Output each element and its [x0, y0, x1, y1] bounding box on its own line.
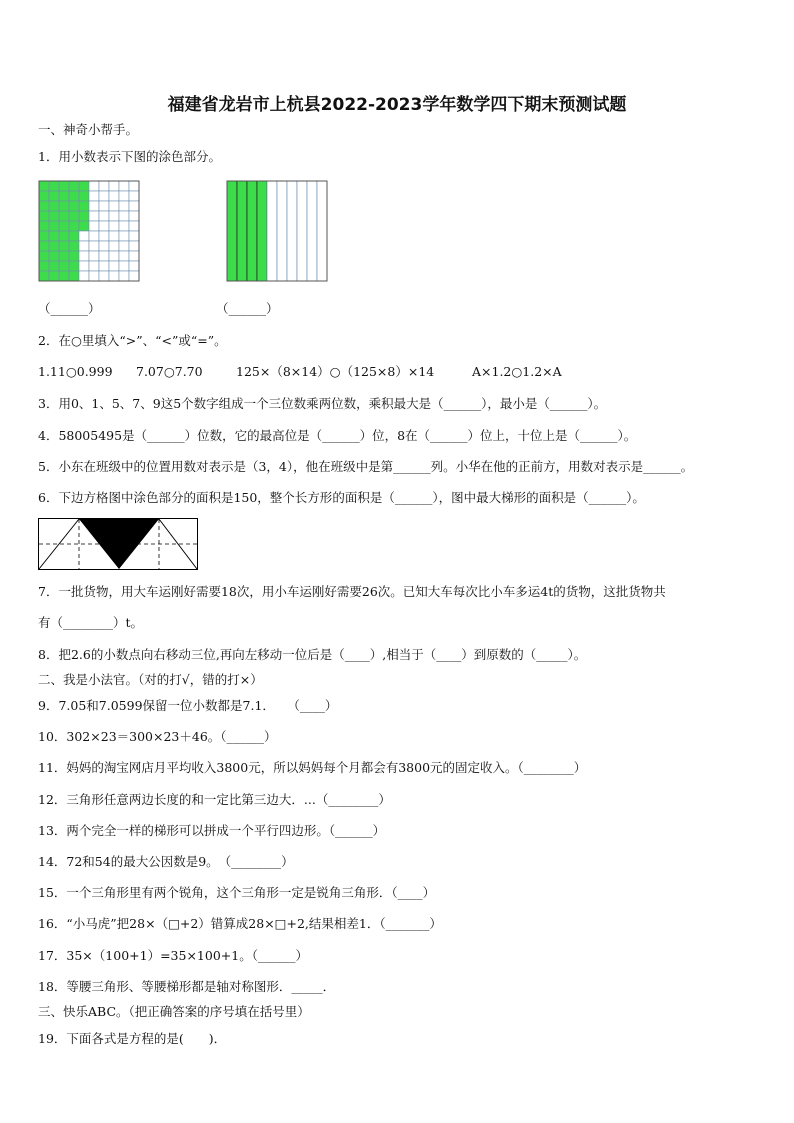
- shaded-square: [59, 221, 69, 231]
- page-title: 福建省龙岩市上杭县2022-2023学年数学四下期末预测试题: [167, 95, 627, 115]
- shaded-square: [59, 231, 69, 241]
- shaded-square: [59, 241, 69, 251]
- section-2-heading: 二、我是小法官。（对的打√，错的打×）: [38, 672, 263, 687]
- blank-square: [109, 211, 119, 221]
- shaded-square: [79, 191, 89, 201]
- question-6: 6．下边方格图中涂色部分的面积是150，整个长方形的面积是（______），图中最大梯形的面积是（______）。: [38, 490, 645, 505]
- blank-square: [99, 271, 109, 281]
- blank-square: [109, 201, 119, 211]
- blank-square: [99, 191, 109, 201]
- question-15: 15．一个三角形里有两个锐角，这个三角形一定是锐角三角形．（____）: [38, 885, 436, 900]
- shaded-square: [39, 241, 49, 251]
- q1-answer-blank-2[interactable]: （______）: [216, 301, 279, 316]
- blank-square: [109, 181, 119, 191]
- blank-square: [129, 261, 139, 271]
- shaded-column: [227, 181, 237, 281]
- q1-answer-blank-1[interactable]: （______）: [38, 301, 101, 316]
- blank-square: [89, 221, 99, 231]
- shaded-square: [49, 241, 59, 251]
- rectangle-triangle-svg: [38, 518, 198, 570]
- shaded-square: [39, 271, 49, 281]
- shaded-column: [257, 181, 267, 281]
- shaded-square: [59, 211, 69, 221]
- shaded-square: [39, 261, 49, 271]
- blank-column: [297, 181, 307, 281]
- question-11: 11．妈妈的淘宝网店月平均收入3800元，所以妈妈每个月都会有3800元的固定收入。（________）: [38, 760, 587, 775]
- rectangle-triangle-figure: [38, 518, 198, 570]
- blank-square: [99, 241, 109, 251]
- shaded-square: [69, 211, 79, 221]
- shaded-square: [39, 251, 49, 261]
- question-10: 10．302×23＝300×23＋46。（______）: [38, 729, 277, 744]
- shaded-square: [79, 181, 89, 191]
- section-3-heading: 三、快乐ABC。（把正确答案的序号填在括号里）: [38, 1004, 310, 1019]
- blank-square: [109, 231, 119, 241]
- shaded-square: [59, 201, 69, 211]
- shaded-square: [39, 211, 49, 221]
- question-14: 14．72和54的最大公因数是9。 （________）: [38, 854, 294, 869]
- blank-square: [109, 261, 119, 271]
- shaded-square: [49, 221, 59, 231]
- blank-square: [129, 221, 139, 231]
- blank-square: [119, 241, 129, 251]
- section-1-heading: 一、神奇小帮手。: [38, 122, 139, 137]
- blank-square: [89, 241, 99, 251]
- question-8: 8．把2.6的小数点向右移动三位,再向左移动一位后是（____）,相当于（____）到原数的（_____）。: [38, 647, 587, 662]
- blank-square: [119, 221, 129, 231]
- shaded-square: [69, 271, 79, 281]
- shaded-square: [79, 201, 89, 211]
- shaded-square: [49, 231, 59, 241]
- blank-square: [79, 261, 89, 271]
- blank-square: [119, 251, 129, 261]
- shaded-square: [59, 271, 69, 281]
- shaded-square: [59, 191, 69, 201]
- blank-square: [89, 181, 99, 191]
- blank-square: [129, 231, 139, 241]
- blank-square: [119, 181, 129, 191]
- q2-item-1[interactable]: 1.11○0.999: [38, 364, 113, 379]
- blank-square: [129, 201, 139, 211]
- blank-square: [129, 191, 139, 201]
- blank-square: [119, 191, 129, 201]
- shaded-square: [49, 201, 59, 211]
- blank-square: [79, 271, 89, 281]
- blank-square: [129, 241, 139, 251]
- shaded-square: [39, 231, 49, 241]
- blank-square: [89, 251, 99, 261]
- blank-square: [99, 231, 109, 241]
- question-3: 3．用0、1、5、7、9这5个数字组成一个三位数乘两位数，乘积最大是（______），最小是（______）。: [38, 396, 607, 411]
- shaded-square: [69, 181, 79, 191]
- blank-square: [119, 231, 129, 241]
- blank-square: [89, 191, 99, 201]
- blank-square: [89, 261, 99, 271]
- blank-square: [99, 181, 109, 191]
- shaded-square: [49, 261, 59, 271]
- shaded-square: [49, 211, 59, 221]
- blank-square: [79, 231, 89, 241]
- blank-column: [307, 181, 317, 281]
- shaded-square: [49, 271, 59, 281]
- shaded-square: [69, 221, 79, 231]
- question-5: 5．小东在班级中的位置用数对表示是（3，4），他在班级中是第______列。小华在他的正前方，用数对表示是______。: [38, 459, 694, 474]
- blank-square: [99, 221, 109, 231]
- blank-square: [129, 271, 139, 281]
- blank-square: [99, 201, 109, 211]
- shaded-square: [49, 251, 59, 261]
- blank-square: [129, 181, 139, 191]
- shaded-square: [69, 241, 79, 251]
- blank-column: [287, 181, 297, 281]
- question-2-items: [38, 364, 562, 380]
- blank-square: [109, 191, 119, 201]
- blank-square: [119, 201, 129, 211]
- question-9: 9．7.05和7.0599保留一位小数都是7.1． （____）: [38, 698, 338, 713]
- shaded-square: [69, 231, 79, 241]
- hundred-grid-figure: [38, 180, 140, 282]
- blank-square: [79, 241, 89, 251]
- blank-square: [99, 251, 109, 261]
- question-1: 1．用小数表示下图的涂色部分。: [38, 149, 221, 164]
- shaded-square: [39, 181, 49, 191]
- shaded-column: [237, 181, 247, 281]
- blank-square: [129, 251, 139, 261]
- q2-item-3[interactable]: 125×（8×14）○（125×8）×14: [236, 364, 435, 379]
- question-2: 2．在○里填入“>”、“<”或“=”。: [38, 333, 227, 348]
- blank-square: [89, 201, 99, 211]
- shaded-square: [79, 221, 89, 231]
- question-4: 4．58005495是（______）位数，它的最高位是（______）位，8在（______）位上，十位上是（______）。: [38, 428, 637, 443]
- question-18: 18．等腰三角形、等腰梯形都是轴对称图形．_____．: [38, 979, 336, 994]
- blank-square: [109, 241, 119, 251]
- q2-item-4[interactable]: A×1.2○1.2×A: [472, 364, 562, 379]
- question-19: 19．下面各式是方程的是( )．: [38, 1031, 227, 1046]
- blank-square: [89, 271, 99, 281]
- hundred-grid-svg: [38, 180, 140, 282]
- blank-square: [89, 211, 99, 221]
- shaded-square: [49, 181, 59, 191]
- shaded-square: [79, 211, 89, 221]
- question-16: 16．“小马虎”把28×（□+2）错算成28×□+2,结果相差1．（_______）: [38, 916, 442, 931]
- shaded-square: [39, 201, 49, 211]
- blank-column: [277, 181, 287, 281]
- question-13: 13．两个完全一样的梯形可以拼成一个平行四边形。（______）: [38, 823, 386, 838]
- blank-square: [129, 211, 139, 221]
- shaded-square: [39, 221, 49, 231]
- shaded-square: [69, 201, 79, 211]
- blank-square: [99, 211, 109, 221]
- shaded-square: [69, 261, 79, 271]
- shaded-square: [39, 191, 49, 201]
- question-7-line-2: 有（________）t。: [38, 615, 144, 630]
- blank-square: [99, 261, 109, 271]
- blank-column: [267, 181, 277, 281]
- blank-square: [119, 261, 129, 271]
- question-17: 17．35×（100+1）=35×100+1。（______）: [38, 948, 308, 963]
- blank-square: [79, 251, 89, 261]
- shaded-square: [59, 251, 69, 261]
- question-12: 12．三角形任意两边长度的和一定比第三边大．...（________）: [38, 792, 391, 807]
- shaded-square: [59, 261, 69, 271]
- shaded-square: [49, 191, 59, 201]
- shaded-square: [59, 181, 69, 191]
- blank-square: [109, 251, 119, 261]
- blank-square: [109, 221, 119, 231]
- q2-item-2[interactable]: 7.07○7.70: [136, 364, 203, 379]
- shaded-column: [247, 181, 257, 281]
- ten-column-figure: [226, 180, 328, 282]
- ten-column-svg: [226, 180, 328, 282]
- blank-square: [109, 271, 119, 281]
- blank-square: [89, 231, 99, 241]
- blank-square: [119, 271, 129, 281]
- blank-square: [119, 211, 129, 221]
- shaded-square: [69, 251, 79, 261]
- question-7-line-1: 7．一批货物，用大车运刚好需要18次，用小车运刚好需要26次。已知大车每次比小车多运4t的货物，这批货物共: [38, 584, 666, 599]
- blank-column: [317, 181, 327, 281]
- shaded-square: [69, 191, 79, 201]
